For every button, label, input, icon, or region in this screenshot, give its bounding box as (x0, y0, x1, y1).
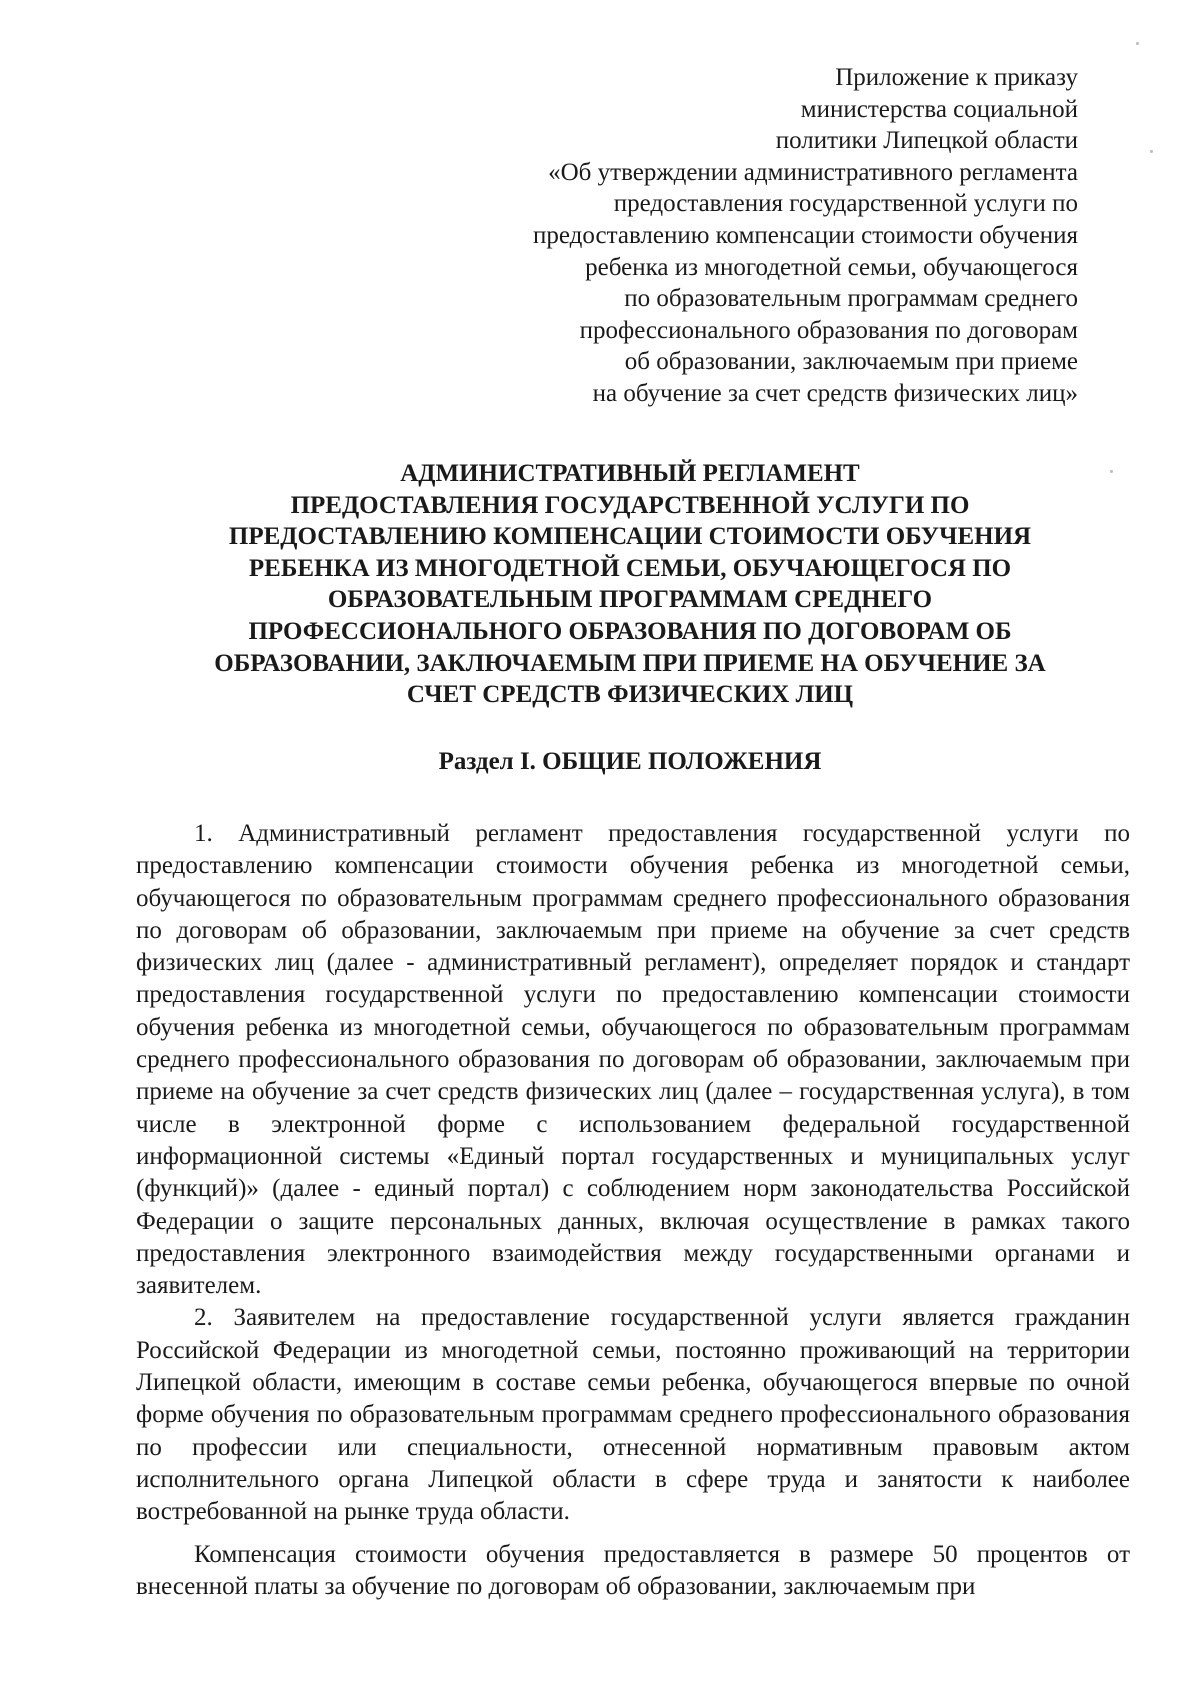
scan-speck (1136, 42, 1139, 45)
title-line: ПРОФЕССИОНАЛЬНОГО ОБРАЗОВАНИЯ ПО ДОГОВОРАМ ОБ (248, 617, 1012, 645)
paragraph-2: 2. Заявителем на предоставление государственной услуги является гражданин Российской Федерации из многодетной семьи, постоянно проживающий на территории Липецкой области, имеющим в составе семьи ребенка, обучающегося впервые по очной форме обучения по образовательным программам среднего профессионального образования по профессии или специальности, отнесенной нормативным правовым актом исполнительного органа Липецкой области в сфере труда и занятости к наиболее востребованной на рынке труда области. (136, 1304, 1130, 1526)
paragraph-3: Компенсация стоимости обучения предоставляется в размере 50 процентов от внесенной платы за обучение по договорам об образовании, заключаемым при (136, 1540, 1130, 1600)
title-line: ОБРАЗОВАТЕЛЬНЫМ ПРОГРАММАМ СРЕДНЕГО (327, 586, 933, 614)
title-line: РЕБЕНКА ИЗ МНОГОДЕТНОЙ СЕМЬИ, ОБУЧАЮЩЕГОСЯ ПО (248, 554, 1012, 582)
appendix-line: предоставления государственной услуги по (613, 190, 1078, 218)
paragraph-1: 1. Административный регламент предоставления государственной услуги по предоставлению компенсации стоимости обучения ребенка из многодетной семьи, обучающегося по образовательным программам среднего профессионального образования по договорам об образовании, заключаемым при приеме на обучение за счет средств физических лиц (далее - административный регламент), определяет порядок и стандарт предоставления государственной услуги по предоставлению компенсации стоимости обучения ребенка из многодетной семьи, обучающегося по образовательным программам среднего профессионального образования по договорам об образовании, заключаемым при приеме на обучение за счет средств физических лиц (далее – государственная услуга), в том числе в электронной форме с использованием федеральной государственной информационной системы «Единый портал государственных и муниципальных услуг (функций)» (далее - единый портал) с соблюдением норм законодательства Российской Федерации о защите персональных данных, включая осуществление в рамках такого предоставления электронного взаимодействия между государственными органами и заявителем. (136, 820, 1130, 1300)
title-line: АДМИНИСТРАТИВНЫЙ РЕГЛАМЕНТ (400, 460, 860, 487)
document-body (136, 818, 1130, 1603)
appendix-note (458, 62, 1078, 410)
scan-speck (1150, 150, 1153, 153)
appendix-line: политики Липецкой области (775, 127, 1078, 155)
appendix-line: профессионального образования по договорам (579, 316, 1078, 344)
title-line: ПРЕДОСТАВЛЕНИЮ КОМПЕНСАЦИИ СТОИМОСТИ ОБУЧЕНИЯ (228, 523, 1032, 551)
appendix-line: предоставлению компенсации стоимости обучения (533, 221, 1078, 249)
appendix-line: на обучение за счет средств физических лиц» (592, 379, 1078, 407)
section-heading: Раздел I. ОБЩИЕ ПОЛОЖЕНИЯ (438, 748, 822, 775)
appendix-line: об образовании, заключаемым при приеме (624, 348, 1078, 376)
title-line: СЧЕТ СРЕДСТВ ФИЗИЧЕСКИХ ЛИЦ (406, 681, 854, 709)
document-title (130, 458, 1130, 711)
scan-speck (1110, 470, 1113, 473)
appendix-line: по образовательным программам среднего (624, 285, 1078, 313)
appendix-line: министерства социальной (800, 95, 1078, 123)
title-line: ОБРАЗОВАНИИ, ЗАКЛЮЧАЕМЫМ ПРИ ПРИЕМЕ НА ОБУЧЕНИЕ ЗА (214, 649, 1046, 677)
appendix-line: Приложение к приказу (835, 64, 1078, 91)
title-line: ПРЕДОСТАВЛЕНИЯ ГОСУДАРСТВЕННОЙ УСЛУГИ ПО (290, 491, 970, 519)
appendix-line: ребенка из многодетной семьи, обучающегося (585, 253, 1078, 281)
appendix-line: «Об утверждении административного регламента (548, 158, 1078, 186)
